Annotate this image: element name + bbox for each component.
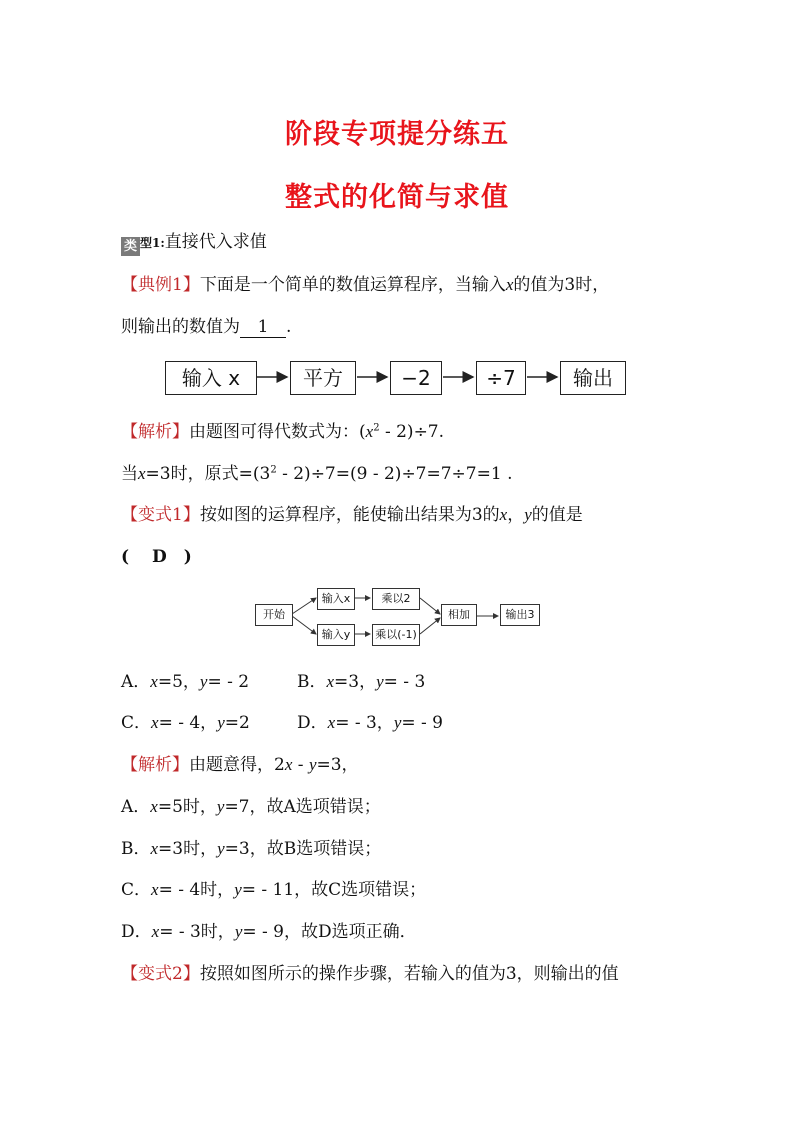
options-row-2 [121,711,443,735]
option-label: D． [297,713,328,733]
var-x: x [151,922,160,941]
analysis2-line-a [121,795,381,819]
variant1-line1 [121,503,583,527]
variant1-text-a: 按如图的运算程序，能使输出结果为3的 [199,505,500,525]
example1-text-b: 的值为3时， [513,275,610,295]
option-a [121,670,297,694]
option-y-value: = - 9 [401,713,443,733]
analysis1-line2 [121,462,513,486]
type-number: 型1: [140,236,165,250]
flow1-divide7-box: ÷7 [476,361,526,395]
analysis1-line2-b: =3时，原式=(3 [145,464,271,484]
flow1-input-box: 输入 x [165,361,257,395]
analysis1-text-end: - 2)÷7. [379,422,445,442]
analysis2-text-a: 由题意得，2 [189,755,285,775]
options-row-1 [121,670,425,694]
var-y: y [524,505,532,524]
exponent: 2 [270,464,277,476]
variant-tag: 【变式2】 [121,964,200,984]
option-y-value: = - 3 [383,672,426,692]
analysis-tag: 【解析】 [121,755,189,775]
analysis2-text-b: =3， [316,755,359,775]
flow2-output-box: 输出3 [500,604,540,626]
variant2-text: 按照如图所示的操作步骤，若输入的值为3，则输出的值 [199,964,619,984]
x-value: =5时， [157,797,217,817]
var-x: x [138,464,146,483]
var-y: y [308,755,317,774]
example1-text-a: 下面是一个简单的数值运算程序，当输入 [199,275,506,295]
option-c [121,711,297,735]
type-badge: 类 [121,237,140,256]
option-label: A． [121,672,151,692]
flow2-multiply-neg1-box: 乘以(-1) [372,624,420,646]
comma: ， [507,505,525,525]
option-x-value: = - 4， [158,713,218,733]
flow2-add-box: 相加 [441,604,477,626]
page-subtitle: 整式的化简与求值 [285,182,509,213]
x-value: = - 3时， [159,922,235,942]
example1-line2-end: . [286,317,292,337]
variant2-line1 [121,962,619,986]
flow1-square-box: 平方 [290,361,356,395]
line-prefix: C． [121,880,152,900]
analysis1-line1 [121,420,444,444]
var-x: x [151,880,159,899]
option-y-value: =2 [224,713,250,733]
var-x: x [327,713,336,732]
analysis1-text: 由题图可得代数式为：( [189,422,366,442]
line-prefix: D． [121,922,152,942]
var-x: x [150,672,158,691]
flow1-minus2-box: −2 [390,361,442,395]
var-x: x [284,755,293,774]
analysis2-line-c [121,878,426,902]
var-x: x [326,672,335,691]
var-x: x [150,797,158,816]
var-x: x [365,422,374,441]
analysis2-line-d [121,920,417,944]
var-y: y [376,672,384,691]
x-value: =3时， [158,839,218,859]
variant1-text-b: 的值是 [531,505,583,525]
minus-sign: - [292,755,309,775]
flow1-output-box: 输出 [560,361,626,395]
var-y: y [234,880,242,899]
var-y: y [216,797,225,816]
y-value: =3，故B选项错误； [224,839,382,859]
option-x-value: =5， [157,672,200,692]
var-y: y [217,713,225,732]
analysis1-line2-a: 当 [121,464,138,484]
y-value: = - 11，故C选项错误； [241,880,427,900]
analysis1-line2-c: - 2)÷7=(9 - 2)÷7=7÷7=1 . [276,464,513,484]
analysis2-line1 [121,753,359,777]
flow2-start-box: 开始 [255,604,293,626]
var-x: x [499,505,508,524]
variant-tag: 【变式1】 [121,505,200,525]
flow2-input-x-box: 输入x [317,588,355,610]
example-tag: 【典例1】 [121,275,200,295]
answer-blank: 1 [240,317,286,338]
type-label: 直接代入求值 [164,232,267,252]
y-value: =7，故A选项错误； [224,797,381,817]
flow2-multiply2-box: 乘以2 [372,588,420,610]
option-d [297,713,443,733]
var-y: y [234,922,243,941]
y-value: = - 9，故D选项正确． [242,922,417,942]
exponent: 2 [373,422,380,434]
option-label: B． [297,672,327,692]
page-title: 阶段专项提分练五 [285,119,509,150]
analysis-tag: 【解析】 [121,422,189,442]
var-y: y [199,672,208,691]
option-b [297,672,425,692]
variant1-answer: ( D ) [121,547,192,567]
option-label: C． [121,713,152,733]
x-value: = - 4时， [158,880,235,900]
var-y: y [217,839,225,858]
var-x: x [151,713,159,732]
line-prefix: A． [121,797,151,817]
option-x-value: = - 3， [335,713,394,733]
line-prefix: B． [121,839,151,859]
example1-line2-text: 则输出的数值为 [121,317,240,337]
option-y-value: = - 2 [207,672,250,692]
var-y: y [393,713,402,732]
flow2-input-y-box: 输入y [317,624,355,646]
var-x: x [150,839,159,858]
analysis2-line-b [121,837,381,861]
var-x: x [505,275,514,294]
option-x-value: =3， [334,672,377,692]
